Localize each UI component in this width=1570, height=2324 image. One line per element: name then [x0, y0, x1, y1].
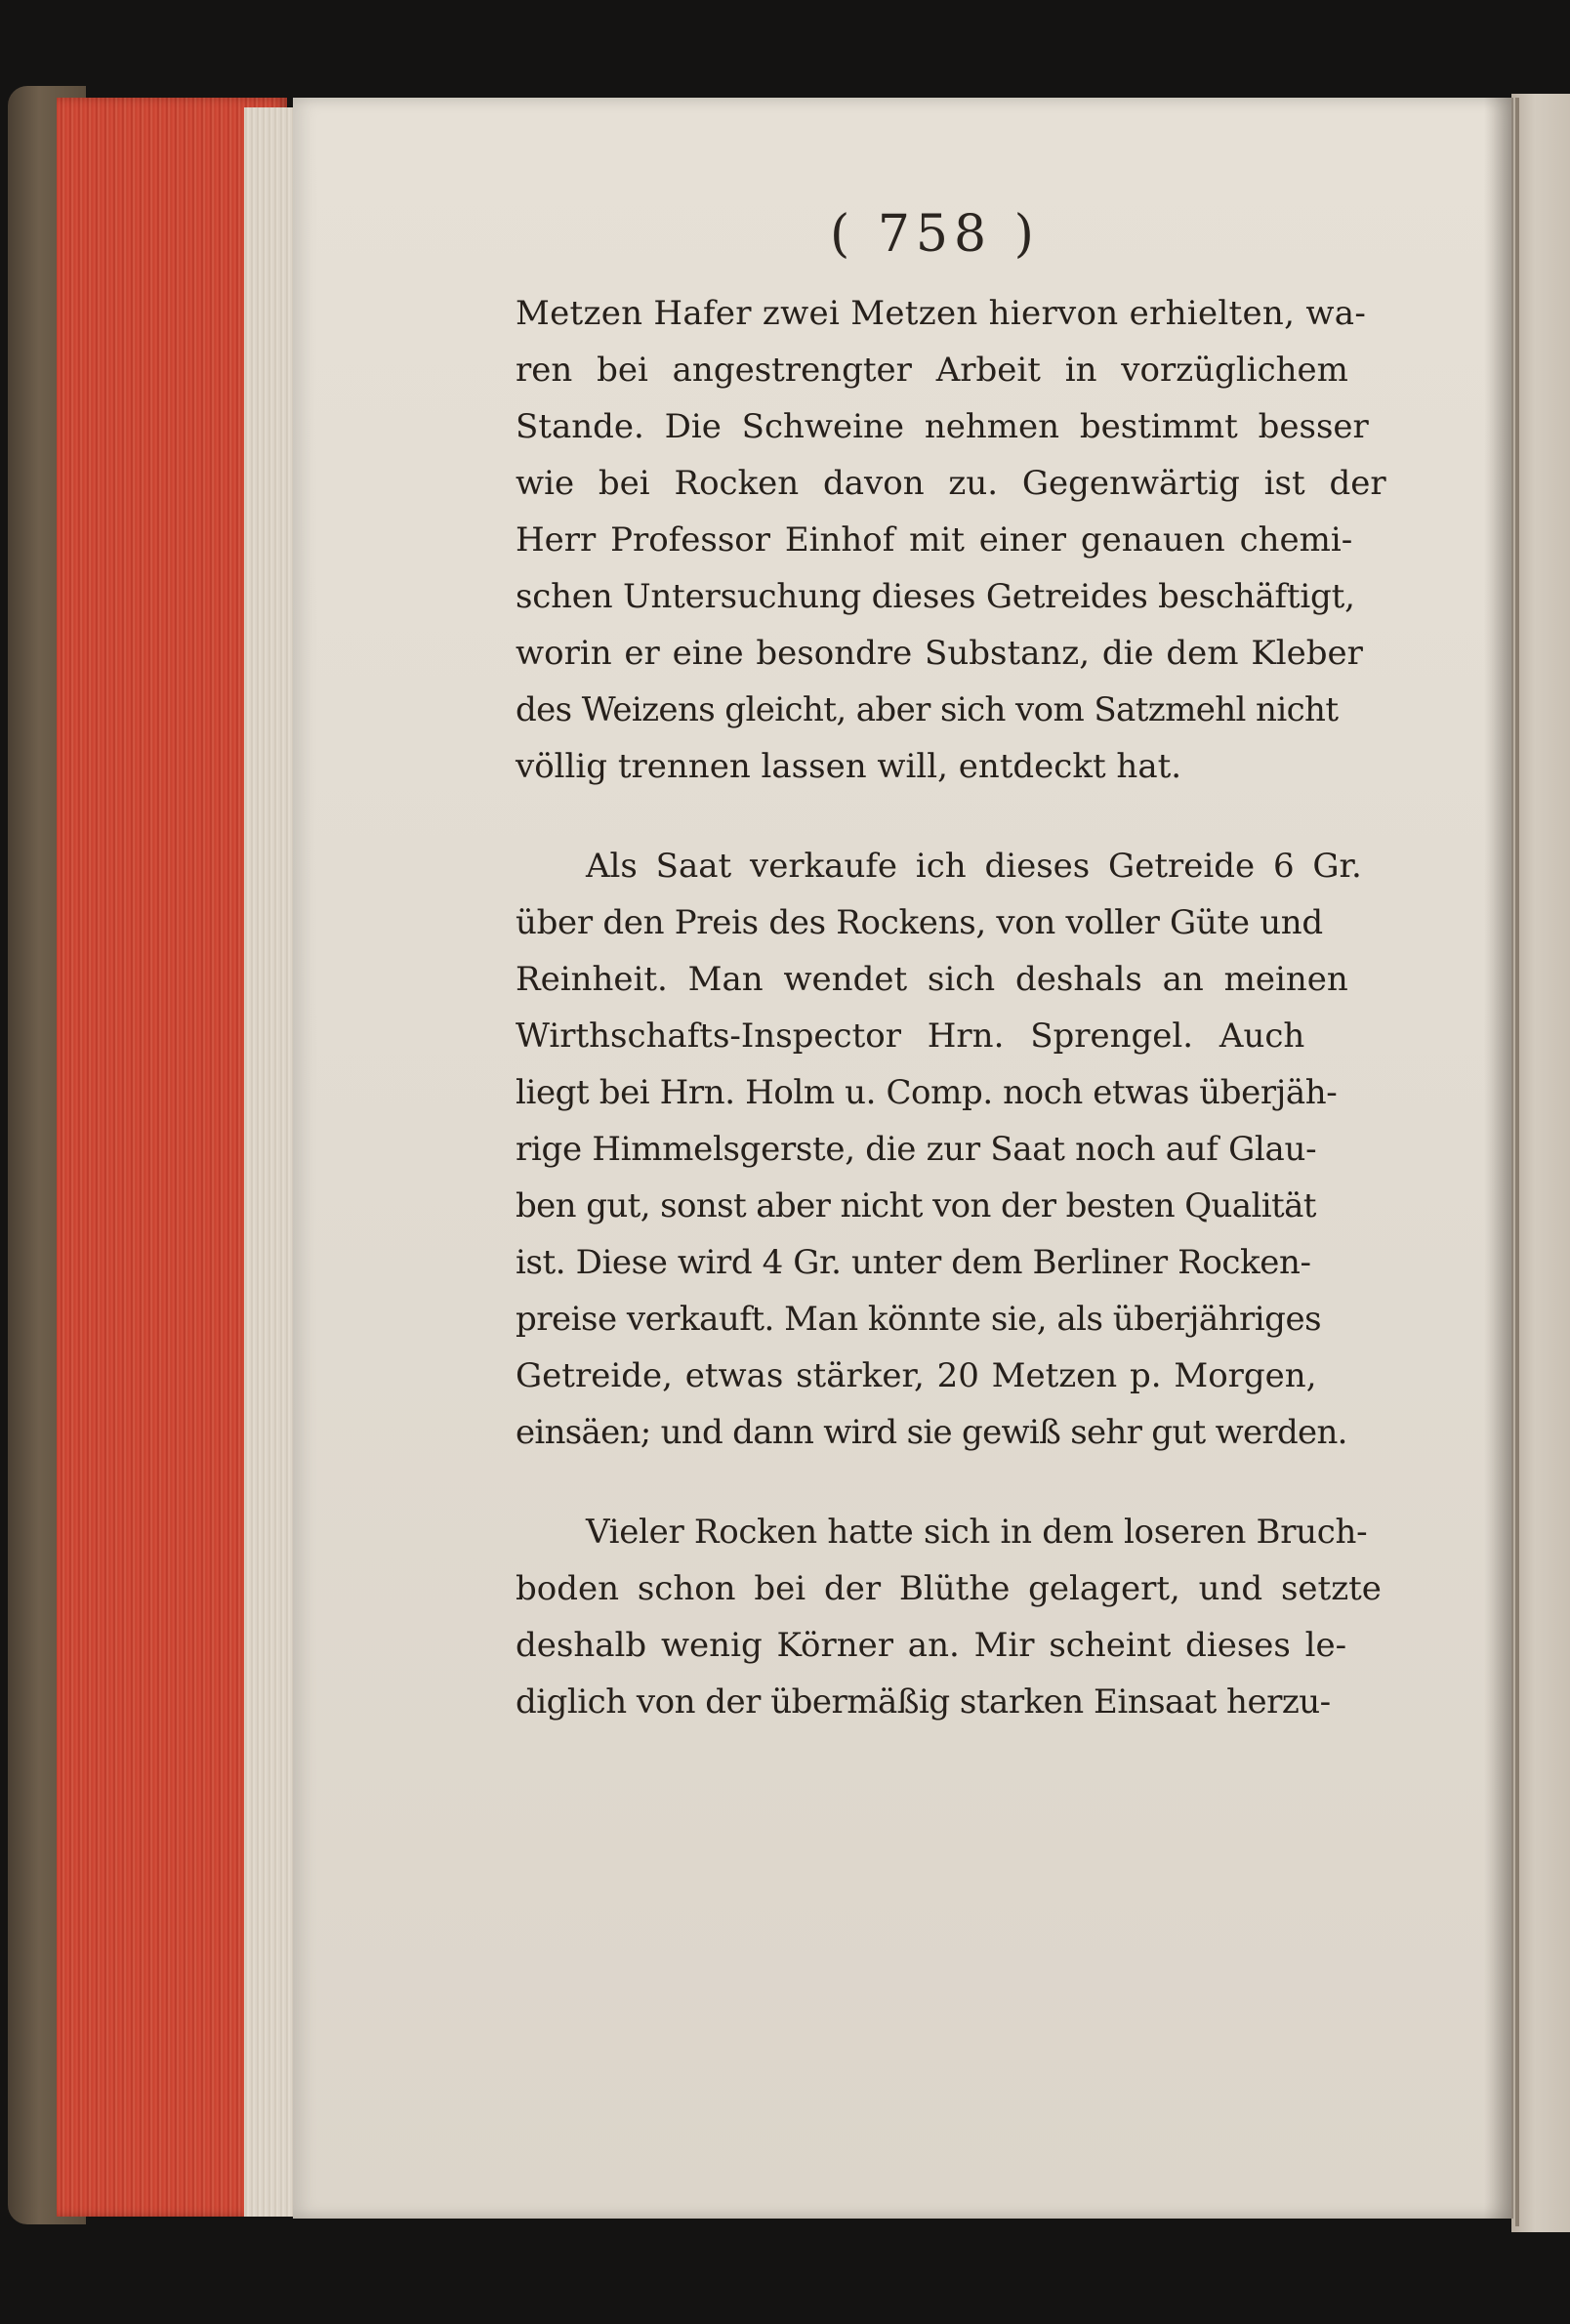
text-line: einsäen; und dann wird sie gewiß sehr gut werden. [516, 1413, 1347, 1452]
paragraph-3 [516, 1504, 1406, 1730]
text-line: liegt bei Hrn. Holm u. Comp. noch etwas überjäh- [516, 1073, 1338, 1112]
text-line: schen Untersuchung dieses Getreides beschäftigt, [516, 577, 1355, 616]
text-line: des Weizens gleicht, aber sich vom Satzmehl nicht [516, 690, 1339, 729]
paragraph-2 [516, 838, 1406, 1461]
text-line: ben gut, sonst aber nicht von der besten Qualität [516, 1186, 1316, 1225]
text-line: wie bei Rocken davon zu. Gegenwärtig ist der [516, 464, 1386, 503]
text-block [516, 285, 1406, 1730]
text-line: ist. Diese wird 4 Gr. unter dem Berliner Rocken- [516, 1243, 1311, 1282]
text-line: völlig trennen lassen will, entdeckt hat. [516, 747, 1182, 786]
page-stack-edge [244, 107, 293, 2217]
page-number: ( 758 ) [830, 205, 1040, 264]
text-line: preise verkauft. Man könnte sie, als überjähriges [516, 1300, 1322, 1339]
text-line: Vieler Rocken hatte sich in dem loseren Bruch- [586, 1513, 1368, 1552]
gutter-shadow [1484, 98, 1513, 2219]
text-line: Als Saat verkaufe ich dieses Getreide 6 Gr. [586, 847, 1362, 886]
text-line: ren bei angestrengter Arbeit in vorzüglichem [516, 351, 1348, 390]
text-line: über den Preis des Rockens, von voller Güte und [516, 903, 1323, 942]
gutter-line [1515, 98, 1519, 2226]
text-line: Herr Professor Einhof mit einer genauen chemi- [516, 520, 1353, 560]
text-line: Metzen Hafer zwei Metzen hiervon erhielten, wa- [516, 294, 1367, 333]
facing-page-sliver [1511, 94, 1570, 2232]
text-line: Wirthschafts-Inspector Hrn. Sprengel. Auch [516, 1017, 1305, 1056]
text-line: Stande. Die Schweine nehmen bestimmt besser [516, 407, 1369, 446]
paragraph-1 [516, 285, 1406, 795]
text-line: Getreide, etwas stärker, 20 Metzen p. Morgen, [516, 1356, 1317, 1395]
text-line: Reinheit. Man wendet sich deshals an meinen [516, 960, 1348, 999]
text-line: deshalb wenig Körner an. Mir scheint dieses le- [516, 1626, 1347, 1665]
text-line: diglich von der übermäßig starken Einsaat herzu- [516, 1682, 1331, 1722]
text-line: worin er eine besondre Substanz, die dem Kleber [516, 634, 1363, 673]
text-line: boden schon bei der Blüthe gelagert, und setzte [516, 1569, 1382, 1608]
text-line: rige Himmelsgerste, die zur Saat noch auf Glau- [516, 1130, 1317, 1169]
